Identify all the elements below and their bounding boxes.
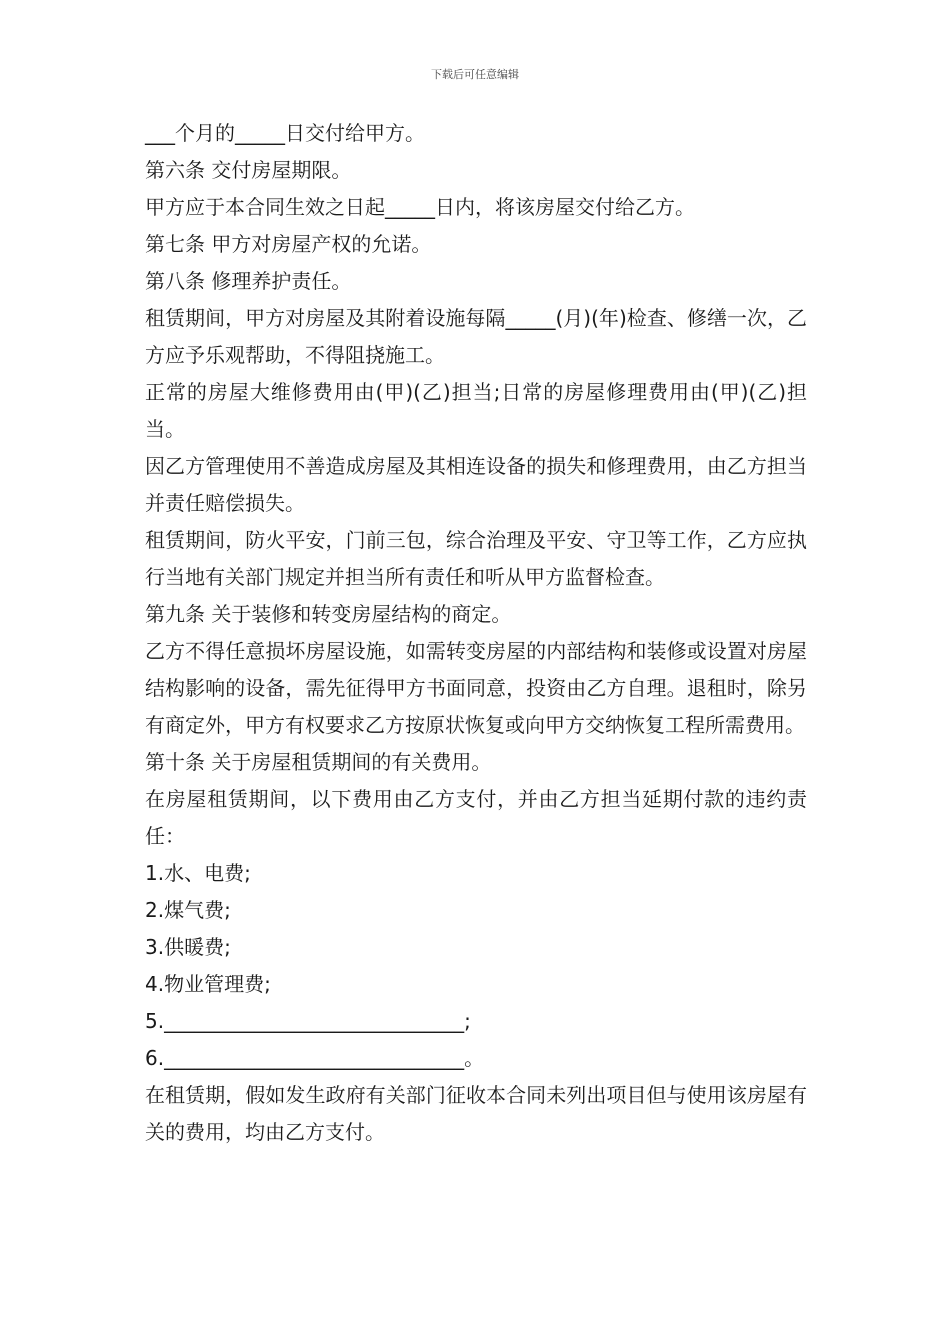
list-item: 3.供暖费; [145,935,231,959]
section-heading: 第八条 修理养护责任。 [145,269,352,293]
list-item: 5.______________________________; [145,1009,471,1033]
paragraph: 因乙方管理使用不善造成房屋及其相连设备的损失和修理费用，由乙方担当并责任赔偿损失。 [145,454,807,515]
section-heading: 第七条 甲方对房屋产权的允诺。 [145,232,432,256]
list-item: 2.煤气费; [145,898,231,922]
list-item: 1.水、电费; [145,861,251,885]
page-header-note: 下载后可任意编辑 [431,68,519,81]
document-body [145,115,807,1151]
paragraph: 租赁期间，防火平安，门前三包，综合治理及平安、守卫等工作，乙方应执行当地有关部门规定并担当所有责任和听从甲方监督检查。 [145,528,807,589]
section-heading: 第十条 关于房屋租赁期间的有关费用。 [145,750,492,774]
paragraph: 租赁期间，甲方对房屋及其附着设施每隔_____(月)(年)检查、修缮一次，乙方应予乐观帮助，不得阻挠施工。 [145,306,807,367]
paragraph: 在租赁期，假如发生政府有关部门征收本合同未列出项目但与使用该房屋有关的费用，均由乙方支付。 [145,1083,807,1144]
paragraph: 正常的房屋大维修费用由(甲)(乙)担当;日常的房屋修理费用由(甲)(乙)担当。 [145,380,807,441]
paragraph: 乙方不得任意损坏房屋设施，如需转变房屋的内部结构和装修或设置对房屋结构影响的设备，需先征得甲方书面同意，投资由乙方自理。退租时，除另有商定外，甲方有权要求乙方按原状恢复或向甲方交纳恢复工程所需费用。 [145,639,807,737]
paragraph: 甲方应于本合同生效之日起_____日内，将该房屋交付给乙方。 [145,195,695,219]
paragraph: ___个月的_____日交付给甲方。 [145,121,425,145]
list-item: 6.______________________________。 [145,1046,485,1070]
section-heading: 第九条 关于装修和转变房屋结构的商定。 [145,602,512,626]
section-heading: 第六条 交付房屋期限。 [145,158,352,182]
paragraph: 在房屋租赁期间，以下费用由乙方支付，并由乙方担当延期付款的违约责任： [145,787,807,848]
list-item: 4.物业管理费; [145,972,271,996]
